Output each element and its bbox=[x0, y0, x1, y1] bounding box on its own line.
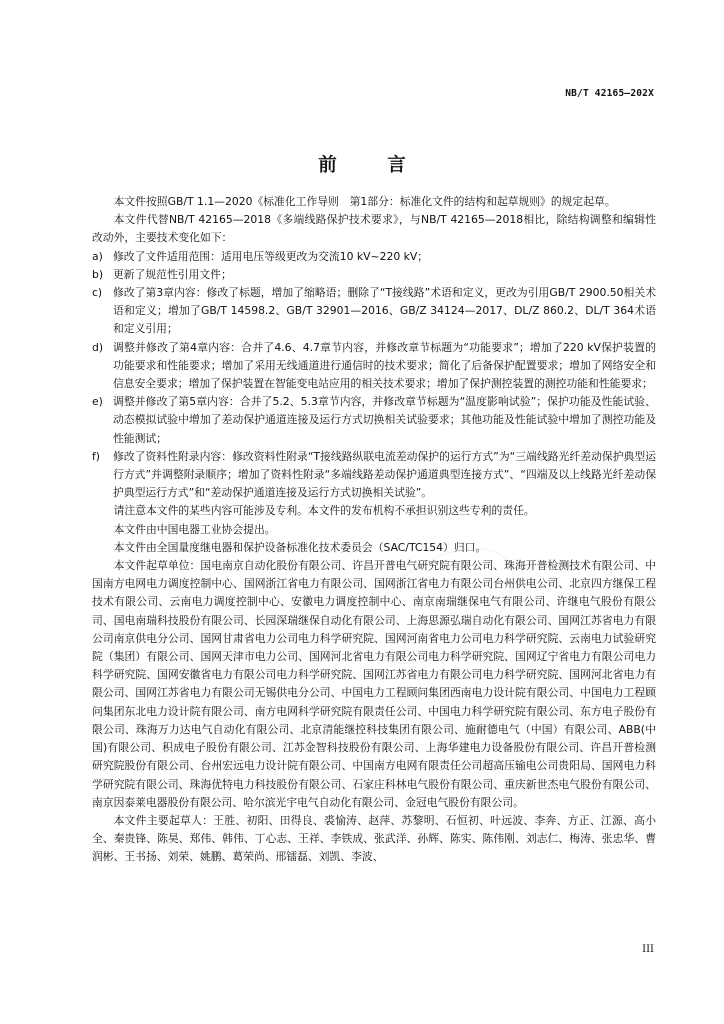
list-item-text: 调整并修改了第5章内容：合并了5.2、5.3章节内容，并修改章节标题为“温度影响试验”；保护功能及性能试验、动态模拟试验中增加了差动保护通道连接及运行方式切换相关试验要求；其他功能及性能试验中增加了测控功能及性能测试； bbox=[113, 395, 656, 445]
list-item-label: f) bbox=[92, 449, 101, 463]
page-number: III bbox=[642, 944, 654, 955]
list-item-text: 修改了资料性附录内容：修改资料性附录“T接线路纵联电流差动保护的运行方式”为“三端线路光纤差动保护典型运行方式”并调整附录顺序；增加了资料性附录“多端线路差动保护通道典型连接方式”、“四端及以上线路光纤差动保护典型运行方式”和“差动保护通道连接及运行方式切换相关试验”。 bbox=[113, 449, 656, 500]
list-item-label: e) bbox=[92, 395, 103, 409]
list-item-label: d) bbox=[92, 340, 104, 354]
paragraph-drafting-units: 本文件起草单位：国电南京自动化股份有限公司、许昌开普电气研究院有限公司、珠海开普检测技术有限公司、中国南方电网电力调度控制中心、国网浙江省电力有限公司、国网浙江省电力有限公司台州供电公司、北京四方继保工程技术有限公司、云南电力调度控制中心、安徽电力调度控制中心、南京南瑞继保电气有限公司、许继电气股份有限公司、国电南瑞科技股份有限公司、长园深瑞继保自动化有限公司、上海思源弘瑞自动化有限公司、国网江苏省电力有限公司南京供电分公司、国网甘肃省电力公司电力科学研究院、国网河南省电力公司电力科学研究院、云南电力试验研究院（集团）有限公司、国网天津市电力公司、国网河北省电力有限公司电力科学研究院、国网辽宁省电力有限公司电力科学研究院、国网安徽省电力有限公司电力科学研究院、国网江苏省电力有限公司电力科学研究院、国网河北省电力有限公司、国网江苏省电力有限公司无锡供电分公司、中国电力工程顾问集团西南电力设计院有限公司、中国电力工程顾问集团东北电力设计院有限公司、南方电网科学研究院有限责任公司、中国电力科学研究院有限公司、东方电子股份有限公司、珠海万力达电气自动化有限公司、北京清能继控科技集团有限公司、施耐德电气（中国）有限公司、ABB(中国)有限公司、积成电子股份有限公司、江苏金智科技股份有限公司、上海华建电力设备股份有限公司、许昌开普检测研究院股份有限公司、台州宏远电力设计院有限公司、中国南方电网有限责任公司超高压输电公司贵阳局、国网电力科学研究院有限公司、珠海优特电力科技股份有限公司、石家庄科林电气股份有限公司、重庆新世杰电气股份有限公司、南京因泰莱电器股份有限公司、哈尔滨光宇电气自动化有限公司、金冠电气股份有限公司。 bbox=[92, 559, 656, 809]
list-item-text: 修改了文件适用范围：适用电压等级更改为交流10 kV~220 kV； bbox=[113, 249, 429, 263]
section-title: 前 言 bbox=[318, 155, 428, 176]
foreword-body bbox=[92, 193, 656, 867]
list-item-label: a) bbox=[92, 249, 103, 263]
list-item-text: 更新了规范性引用文件； bbox=[113, 267, 232, 281]
list-item bbox=[92, 393, 656, 448]
list-item-label: c) bbox=[92, 286, 103, 300]
list-item-label: b) bbox=[92, 267, 104, 281]
paragraph-drafting-rules: 本文件按照GB/T 1.1—2020《标准化工作导则 第1部分：标准化文件的结构和起草规则》的规定起草。 bbox=[113, 195, 616, 208]
paragraph-proposer: 本文件由中国电器工业协会提出。 bbox=[113, 522, 276, 536]
list-item bbox=[92, 248, 656, 266]
list-item bbox=[92, 266, 656, 284]
list-item bbox=[92, 448, 656, 503]
list-item-text: 调整并修改了第4章内容：合并了4.6、4.7章节内容，并修改章节标题为“功能要求”；增加了220 kV保护装置的功能要求和性能要求；增加了采用无线通道进行通信时的技术要求；简化了后备保护配置要求；增加了网络安全和信息安全要求；增加了保护装置在智能变电站应用的相关技术要求；增加了保护测控装置的测控功能和性能要求； bbox=[113, 340, 656, 391]
paragraph-committee: 本文件由全国量度继电器和保护设备标准化技术委员会（SAC/TC154）归口。 bbox=[113, 540, 487, 554]
list-item bbox=[92, 339, 656, 394]
paragraph-patent-notice: 请注意本文件的某些内容可能涉及专利。本文件的发布机构不承担识别这些专利的责任。 bbox=[113, 504, 535, 518]
list-item-text: 修改了第3章内容：修改了标题，增加了缩略语；删除了“T接线路”术语和定义，更改为引用GB/T 2900.50相关术语和定义；增加了GB/T 14598.2、GB/T 32901—2016、GB/Z 34124—2017、DL/Z 860.2、DL/T 364术语和定义引用； bbox=[113, 286, 656, 336]
document-id: NB/T 42165—202X bbox=[565, 88, 654, 99]
paragraph-replaces: 本文件代替NB/T 42165—2018《多端线路保护技术要求》，与NB/T 42165—2018相比，除结构调整和编辑性改动外，主要技术变化如下： bbox=[92, 213, 656, 245]
list-item bbox=[92, 284, 656, 339]
paragraph-drafters: 本文件主要起草人：王胜、初阳、田得良、裘愉涛、赵萍、苏黎明、石恒初、叶远波、李奔、方正、江源、高小全、秦贵锋、陈昊、郑伟、韩伟、丁心志、王祥、李铁成、张武洋、孙辉、陈实、陈伟刚、刘志仁、梅涛、张忠华、曹润彬、王书扬、刘荣、姚鹏、葛荣尚、邢镭磊、刘凯、李波、 bbox=[92, 813, 656, 864]
